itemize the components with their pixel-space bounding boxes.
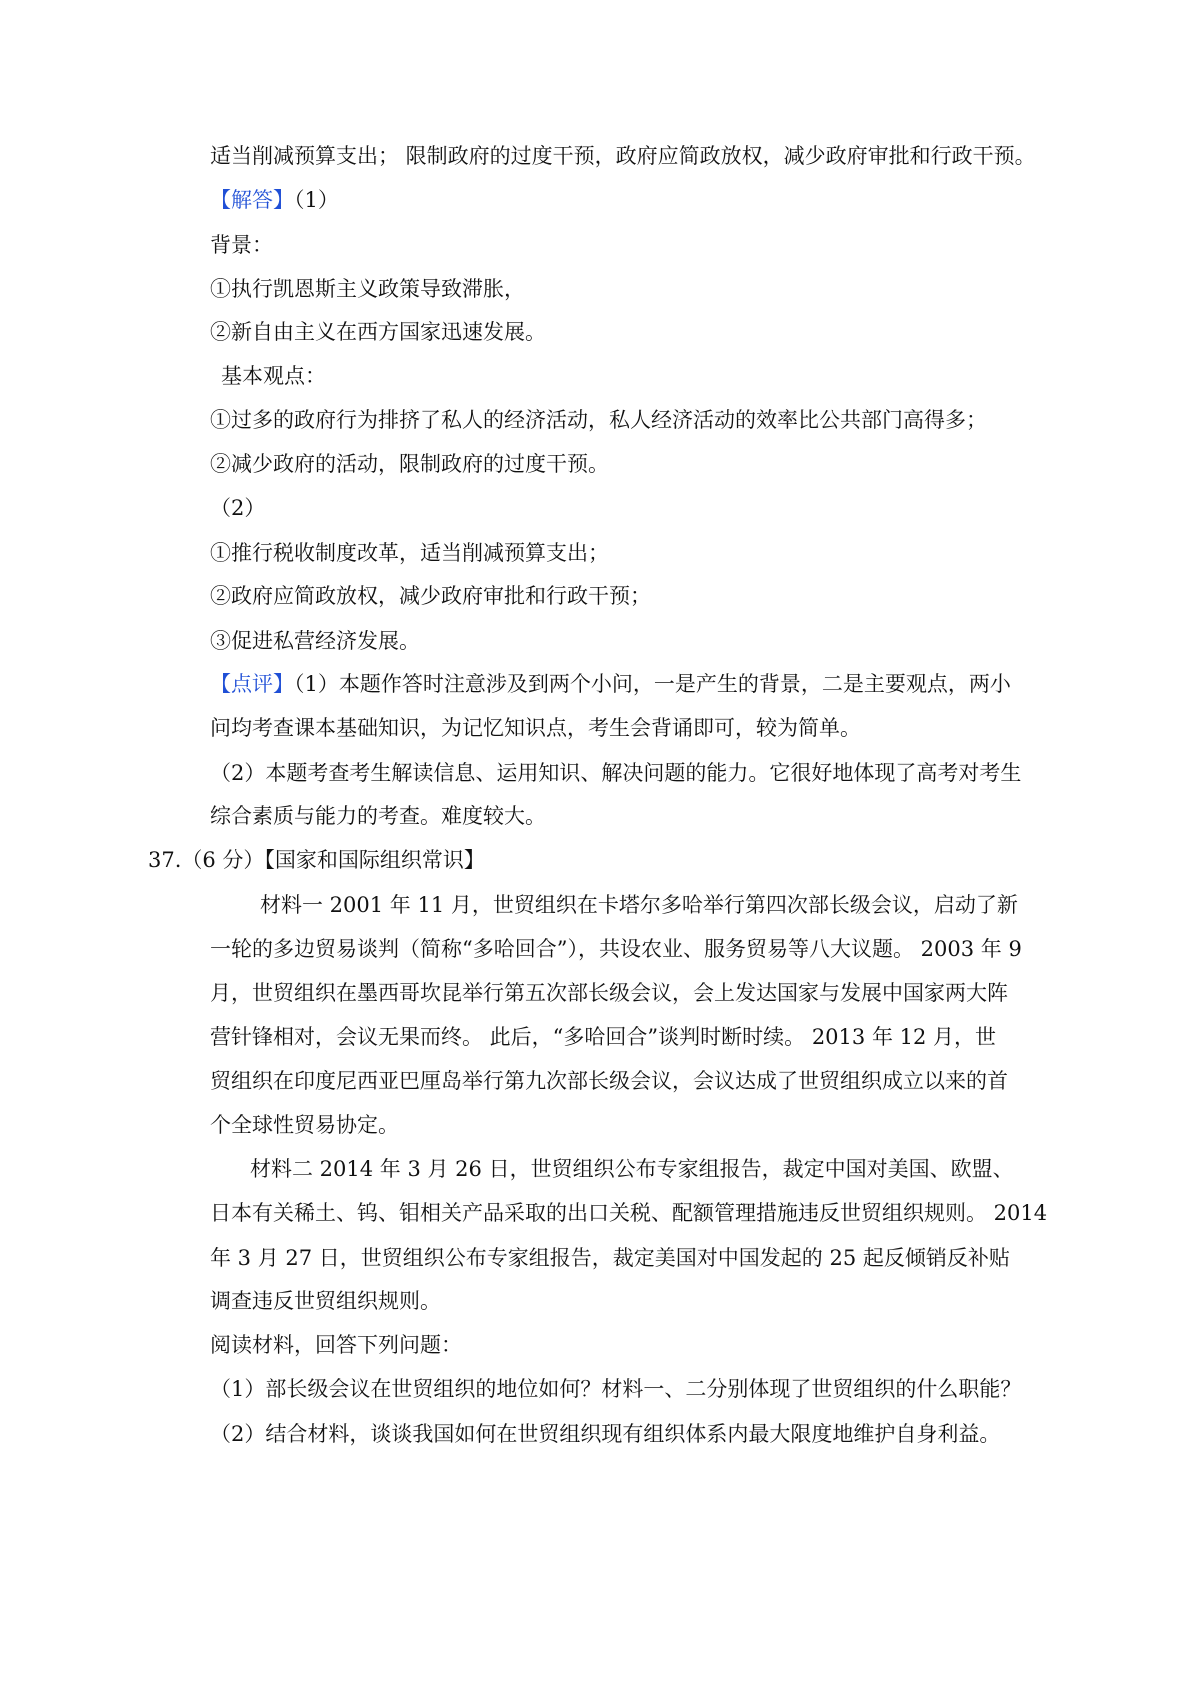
sub-question-2: （2）结合材料，谈谈我国如何在世贸组织现有组织体系内最大限度地维护自身利益。 <box>210 1422 1001 1446</box>
background-item-1: ①执行凯恩斯主义政策导致滞胀， <box>210 277 525 301</box>
comment-text-line: 问均考查课本基础知识，为记忆知识点，考生会背诵即可，较为简单。 <box>210 716 861 740</box>
measure-item-2: ②政府应简政放权，减少政府审批和行政干预； <box>210 584 651 608</box>
viewpoint-item-1: ①过多的政府行为排挤了私人的经济活动，私人经济活动的效率比公共部门高得多； <box>210 408 987 432</box>
material-1-line: 贸组织在印度尼西亚巴厘岛举行第九次部长级会议，会议达成了世贸组织成立以来的首 <box>210 1069 1008 1093</box>
material-2-line: 材料二 2014 年 3 月 26 日，世贸组织公布专家组报告，裁定中国对美国、欧盟、 <box>250 1157 1014 1181</box>
background-label: 背景： <box>210 233 273 257</box>
answer-tag: 【解答】 <box>210 188 294 212</box>
viewpoint-label: 基本观点： <box>221 364 326 388</box>
material-1-line: 月，世贸组织在墨西哥坎昆举行第五次部长级会议，会上发达国家与发展中国家两大阵 <box>210 981 1008 1005</box>
material-2-line: 日本有关稀土、钨、钼相关产品采取的出口关税、配额管理措施违反世贸组织规则。 2014 <box>210 1201 1048 1225</box>
material-1-line: 营针锋相对，会议无果而终。 此后，“多哈回合”谈判时断时续。 2013 年 12 月，世 <box>210 1025 997 1049</box>
comment-heading <box>210 670 1030 698</box>
material-2-line: 调查违反世贸组织规则。 <box>210 1289 441 1313</box>
answer-part-label: （1） <box>294 188 339 212</box>
viewpoint-item-2: ②减少政府的活动，限制政府的过度干预。 <box>210 452 609 476</box>
material-1-line: 一轮的多边贸易谈判（简称“多哈回合”），共设农业、服务贸易等八大议题。 2003 年 9 <box>210 937 1022 961</box>
material-1-line: 个全球性贸易协定。 <box>210 1113 399 1137</box>
measure-item-3: ③促进私营经济发展。 <box>210 629 420 653</box>
material-1-line: 材料一 2001 年 11 月，世贸组织在卡塔尔多哈举行第四次部长级会议，启动了新 <box>260 893 1018 917</box>
background-item-2: ②新自由主义在西方国家迅速发展。 <box>210 320 546 344</box>
comment-text-line: 综合素质与能力的考查。难度较大。 <box>210 804 546 828</box>
material-2-line: 年 3 月 27 日，世贸组织公布专家组报告，裁定美国对中国发起的 25 起反倾销反补贴 <box>210 1246 1010 1270</box>
instruction-line: 阅读材料，回答下列问题： <box>210 1333 462 1357</box>
measure-item-1: ①推行税收制度改革，适当削减预算支出； <box>210 541 609 565</box>
answer-heading <box>210 186 1030 214</box>
comment-text-line: （2）本题考查考生解读信息、运用知识、解决问题的能力。它很好地体现了高考对考生 <box>210 761 1022 785</box>
comment-text: （1）本题作答时注意涉及到两个小问，一是产生的背景，二是主要观点，两小 <box>294 672 1011 696</box>
sub-question-1: （1）部长级会议在世贸组织的地位如何？材料一、二分别体现了世贸组织的什么职能？ <box>210 1377 1022 1401</box>
answer-part-2-label: （2） <box>210 496 266 520</box>
answer-text-line: 适当削减预算支出； 限制政府的过度干预，政府应简政放权，减少政府审批和行政干预。 <box>210 144 1036 168</box>
comment-tag: 【点评】 <box>210 672 294 696</box>
question-title: 37.（6 分）【国家和国际组织常识】 <box>148 848 485 872</box>
